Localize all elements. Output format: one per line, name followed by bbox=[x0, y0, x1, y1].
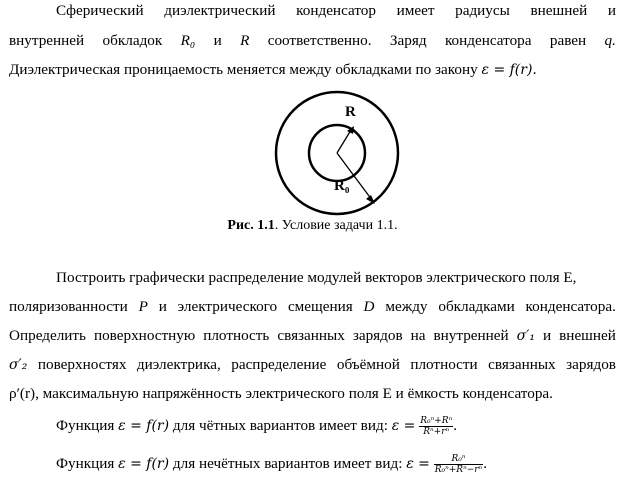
numerator: R₀ⁿ bbox=[434, 454, 484, 465]
word: и bbox=[543, 327, 552, 344]
paragraph2-line1: Построить графически распределение модулей векторов электрического поля E, bbox=[56, 269, 577, 286]
paragraph2-line2 bbox=[9, 297, 616, 317]
word: зарядов bbox=[566, 356, 616, 373]
word: конденсатор bbox=[296, 2, 376, 19]
formula-eps-eq: ε = bbox=[406, 456, 430, 472]
word: Заряд bbox=[389, 32, 427, 49]
function-even: Функция ε = f(r) для чётных вариантов имеет вид: ε = $\frac{\text{R₀ⁿ+Rⁿ}}{\text{Rⁿ+rⁿ}}$ . bbox=[56, 416, 458, 438]
caption-text: . Условие задачи 1.1. bbox=[274, 218, 398, 233]
word: зарядов bbox=[352, 327, 403, 344]
word: плотности bbox=[410, 356, 478, 373]
word: соответственно. bbox=[267, 32, 372, 49]
denominator: R₀ⁿ+Rⁿ−rⁿ bbox=[434, 465, 483, 476]
word: имеет bbox=[396, 2, 435, 19]
label-r: R bbox=[345, 104, 356, 120]
formula-eps: ε = f(r) bbox=[118, 418, 170, 434]
formula-eps-eq: ε = bbox=[391, 418, 416, 434]
word: конденсатора bbox=[444, 32, 532, 49]
symbol-sigma2: σ′₂ bbox=[9, 357, 28, 373]
function-odd: Функция ε = f(r) для нечётных вариантов имеет вид: ε = $\frac{\text{R₀ⁿ}}{\text{R₀ⁿ+Rⁿ−rⁿ}}$ . bbox=[56, 454, 488, 476]
word: Сферический bbox=[56, 2, 144, 19]
text: Функция bbox=[56, 417, 115, 434]
text: для нечётных вариантов имеет вид: bbox=[172, 455, 403, 472]
paragraph2-line3 bbox=[9, 326, 616, 346]
figure-caption bbox=[0, 217, 625, 235]
word: связанных bbox=[277, 327, 345, 344]
word: диэлектрический bbox=[164, 2, 276, 19]
word: внутренней bbox=[433, 327, 509, 344]
numerator: R₀ⁿ+Rⁿ bbox=[420, 416, 453, 427]
text: Диэлектрическая проницаемость меняется между обкладками по закону bbox=[9, 61, 478, 78]
word: смещения bbox=[287, 298, 353, 315]
denominator: Rⁿ+rⁿ bbox=[423, 427, 450, 438]
word: на bbox=[410, 327, 426, 344]
word: внутренней bbox=[9, 32, 85, 49]
caption-label: Рис. 1.1 bbox=[227, 218, 275, 233]
word: и bbox=[158, 298, 167, 315]
word: Определить bbox=[9, 327, 86, 344]
word: между bbox=[385, 298, 428, 315]
word: внешней bbox=[559, 327, 616, 344]
word: плотность bbox=[203, 327, 270, 344]
word: радиусы bbox=[455, 2, 510, 19]
fraction-odd bbox=[434, 454, 484, 475]
word: обкладок bbox=[102, 32, 163, 49]
fraction-even bbox=[419, 416, 453, 437]
word: связанных bbox=[488, 356, 556, 373]
word: диэлектрика, bbox=[136, 356, 221, 373]
symbol-r0: R₀ bbox=[180, 32, 196, 49]
symbol-d: D bbox=[363, 298, 375, 315]
symbol-p: P bbox=[138, 298, 148, 315]
label-r0: R₀ bbox=[334, 178, 350, 194]
paragraph2-line4 bbox=[9, 355, 616, 375]
word: поверхностях bbox=[37, 356, 127, 373]
symbol-q: q. bbox=[604, 32, 616, 49]
formula-eps: ε = f(r) bbox=[118, 456, 170, 472]
word: поляризованности bbox=[9, 298, 128, 315]
word: внешней bbox=[530, 2, 588, 19]
word: поверхностную bbox=[93, 327, 196, 344]
text: для чётных вариантов имеет вид: bbox=[172, 417, 388, 434]
word: распределение bbox=[231, 356, 327, 373]
radius-inner-arrow bbox=[337, 130, 351, 153]
formula-eps: ε = f(r). bbox=[481, 62, 537, 78]
word: электрического bbox=[177, 298, 278, 315]
word: обкладками bbox=[438, 298, 515, 315]
symbol-r: R bbox=[240, 32, 250, 49]
text: Функция bbox=[56, 455, 115, 472]
word: равен bbox=[549, 32, 587, 49]
paragraph2-line5: ρ′(r), максимальную напряжённость электрического поля E и ёмкость конденсатора. bbox=[9, 385, 553, 402]
symbol-sigma1: σ′₁ bbox=[516, 328, 536, 344]
word: конденсатора. bbox=[525, 298, 616, 315]
word: и bbox=[213, 32, 222, 49]
word: объёмной bbox=[336, 356, 400, 373]
word: и bbox=[607, 2, 616, 19]
